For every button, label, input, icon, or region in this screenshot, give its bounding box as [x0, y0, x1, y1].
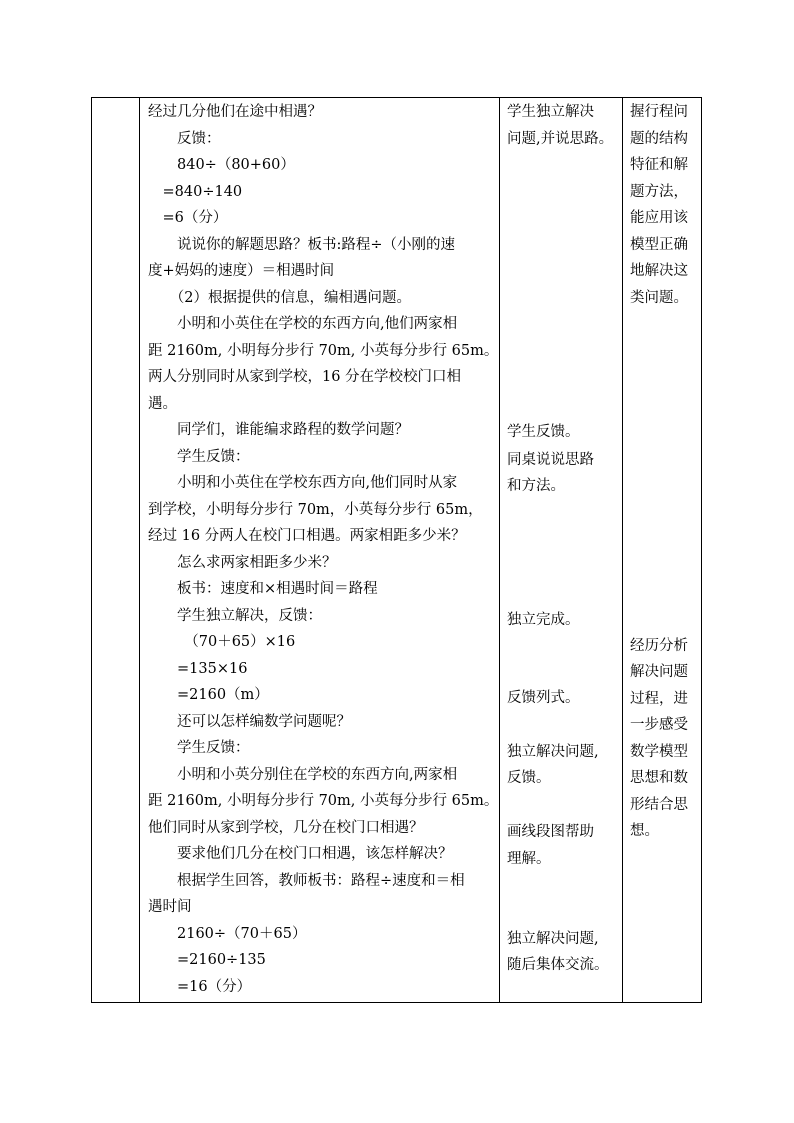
- blank-column: [92, 98, 140, 1002]
- process-line: 距 2160m, 小明每分步行 70m, 小英每分步行 65m。: [148, 793, 499, 809]
- process-line: 小明和小英住在学校东西方向,他们同时从家: [148, 475, 458, 491]
- process-line: =2160÷135: [148, 952, 266, 968]
- process-line: 说说你的解题思路？板书:路程÷（小刚的速: [148, 237, 456, 253]
- intent-line: 过程，进: [630, 691, 688, 707]
- process-line: 遇。: [148, 396, 177, 412]
- process-line: 经过 16 分两人在校门口相遇。两家相距多少米？: [148, 528, 466, 544]
- intent-line: 地解决这: [630, 263, 688, 279]
- activity-line: 反馈列式。: [507, 690, 580, 706]
- process-line: =16（分）: [148, 979, 252, 995]
- activity-line: 理解。: [507, 851, 551, 867]
- activity-line: 随后集体交流。: [507, 957, 609, 973]
- process-line: 他们同时从家到学校，几分在校门口相遇？: [148, 820, 424, 836]
- process-line: 小明和小英住在学校的东西方向,他们两家相: [148, 316, 458, 332]
- teaching-process-column: [140, 98, 500, 1002]
- intent-line: 一步感受: [630, 717, 688, 733]
- intent-line: 数学模型: [630, 744, 688, 760]
- process-line: 840÷（80+60）: [148, 157, 295, 173]
- intent-line: 解决问题: [630, 664, 688, 680]
- intent-line: 模型正确: [630, 237, 688, 253]
- activity-line: 同桌说说思路: [507, 452, 594, 468]
- activity-line: 独立解决问题,: [507, 931, 599, 947]
- process-line: （2）根据提供的信息，编相遇问题。: [148, 290, 411, 306]
- student-activity-column: [500, 98, 623, 1002]
- process-line: 怎么求两家相距多少米？: [148, 555, 337, 571]
- process-line: 小明和小英分别住在学校的东西方向,两家相: [148, 767, 458, 783]
- activity-line: 独立完成。: [507, 612, 580, 628]
- process-line: 两人分别同时从家到学校，16 分在学校校门口相: [148, 369, 462, 385]
- intent-line: 经历分析: [630, 638, 688, 654]
- intent-line: 特征和解: [630, 157, 688, 173]
- process-line: =2160（m）: [148, 687, 269, 703]
- activity-line: 画线段图帮助: [507, 824, 594, 840]
- process-line: 2160÷（70＋65）: [148, 926, 307, 942]
- activity-line: 独立解决问题,: [507, 744, 599, 760]
- process-line: （70＋65）×16: [148, 634, 296, 650]
- process-line: 学生反馈：: [148, 740, 250, 756]
- intent-line: 能应用该: [630, 210, 688, 226]
- activity-line: 学生独立解决: [507, 104, 594, 120]
- process-line: =840÷140: [148, 184, 243, 200]
- design-intent-column: [623, 98, 701, 1002]
- intent-line: 题的结构: [630, 131, 688, 147]
- activity-line: 问题,并说思路。: [507, 131, 614, 147]
- intent-line: 想。: [630, 823, 659, 839]
- intent-line: 题方法，: [630, 184, 688, 200]
- lesson-table: [91, 97, 702, 1003]
- process-line: 经过几分他们在途中相遇？: [148, 104, 322, 120]
- intent-line: 类问题。: [630, 290, 688, 306]
- process-line: =135×16: [148, 661, 248, 677]
- process-line: 距 2160m, 小明每分步行 70m, 小英每分步行 65m。: [148, 343, 499, 359]
- intent-line: 思想和数: [630, 770, 688, 786]
- process-line: 要求他们几分在校门口相遇，该怎样解决？: [148, 846, 453, 862]
- process-line: 遇时间: [148, 899, 192, 915]
- process-line: 学生反馈：: [148, 449, 250, 465]
- process-line: 同学们，谁能编求路程的数学问题？: [148, 422, 409, 438]
- process-line: 根据学生回答，教师板书：路程÷速度和＝相: [148, 873, 465, 889]
- process-line: 到学校，小明每分步行 70m，小英每分步行 65m，: [148, 502, 483, 518]
- process-line: =6（分）: [148, 210, 228, 226]
- intent-line: 形结合思: [630, 797, 688, 813]
- process-line: 度+妈妈的速度）＝相遇时间: [148, 263, 335, 279]
- process-line: 还可以怎样编数学问题呢？: [148, 714, 351, 730]
- process-line: 学生独立解决，反馈：: [148, 608, 322, 624]
- process-line: 板书：速度和×相遇时间＝路程: [148, 581, 378, 597]
- activity-line: 学生反馈。: [507, 424, 580, 440]
- activity-line: 和方法。: [507, 478, 565, 494]
- activity-line: 反馈。: [507, 770, 551, 786]
- process-line: 反馈：: [148, 131, 221, 147]
- intent-line: 握行程问: [630, 104, 688, 120]
